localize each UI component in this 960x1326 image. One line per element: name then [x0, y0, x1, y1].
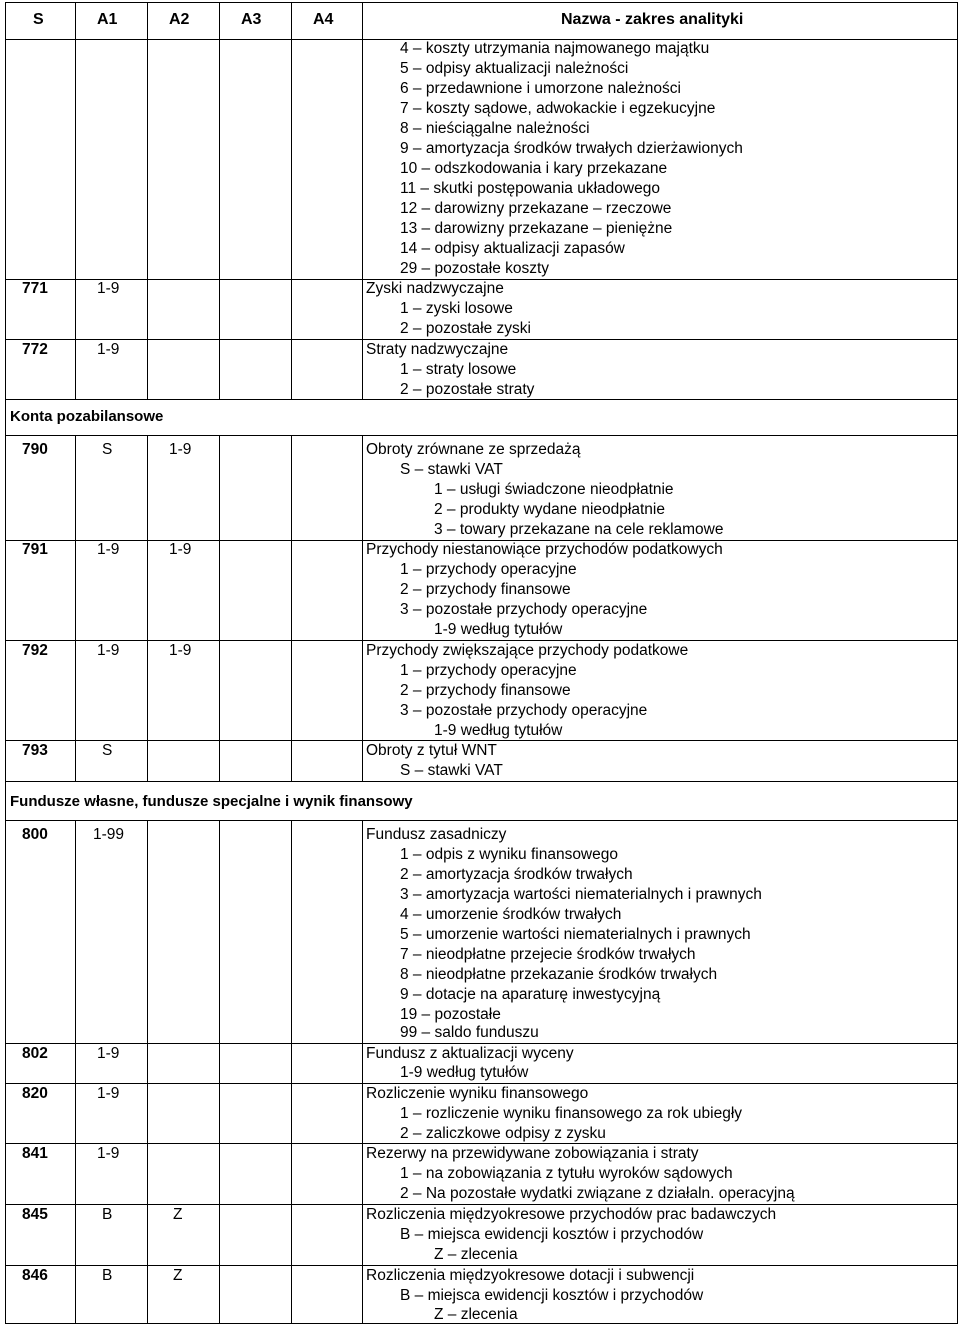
- account-name: Przychody zwiększające przychody podatkowe: [366, 642, 689, 659]
- list-item: 1 – rozliczenie wyniku finansowego za rok ubiegły: [400, 1105, 743, 1122]
- list-item: 7 – koszty sądowe, adwokackie i egzekucyjne: [400, 100, 716, 117]
- list-item: 10 – odszkodowania i kary przekazane: [400, 160, 668, 177]
- account-number: 792: [22, 642, 48, 659]
- account-name: Fundusz zasadniczy: [366, 826, 507, 843]
- analytic-a2: 1-9: [169, 441, 192, 458]
- list-item: 13 – darowizny przekazane – pieniężne: [400, 220, 673, 237]
- list-item: 4 – koszty utrzymania najmowanego majątku: [400, 40, 710, 57]
- list-item: S – stawki VAT: [400, 762, 503, 779]
- list-item: 2 – zaliczkowe odpisy z zysku: [400, 1125, 606, 1142]
- list-item: 99 – saldo funduszu: [400, 1024, 539, 1041]
- section-title: Konta pozabilansowe: [10, 408, 164, 425]
- account-number: 790: [22, 441, 48, 458]
- analytic-a2: Z: [173, 1206, 183, 1223]
- list-item: B – miejsca ewidencji kosztów i przychodów: [400, 1226, 704, 1243]
- section-title: Fundusze własne, fundusze specjalne i wynik finansowy: [10, 793, 413, 810]
- account-number: 845: [22, 1206, 48, 1223]
- list-item: 4 – umorzenie środków trwałych: [400, 906, 622, 923]
- column-divider: [219, 3, 220, 1323]
- header-a4: A4: [313, 11, 334, 28]
- account-name: Przychody niestanowiące przychodów podatkowych: [366, 541, 723, 558]
- list-item: 8 – nieodpłatne przekazanie środków trwałych: [400, 966, 718, 983]
- list-item: 3 – towary przekazane na cele reklamowe: [434, 521, 724, 538]
- row-divider: [6, 435, 957, 436]
- account-number: 846: [22, 1267, 48, 1284]
- list-item: 9 – dotacje na aparaturę inwestycyjną: [400, 986, 661, 1003]
- analytic-a1: 1-9: [97, 1085, 120, 1102]
- list-item: 5 – odpisy aktualizacji należności: [400, 60, 629, 77]
- account-name: Rezerwy na przewidywane zobowiązania i straty: [366, 1145, 699, 1162]
- account-number: 800: [22, 826, 48, 843]
- list-item: 2 – pozostałe zyski: [400, 320, 531, 337]
- account-number: 771: [22, 280, 48, 297]
- account-name: Rozliczenie wyniku finansowego: [366, 1085, 589, 1102]
- account-number: 793: [22, 742, 48, 759]
- analytic-a2: 1-9: [169, 642, 192, 659]
- list-item: 1 – przychody operacyjne: [400, 662, 577, 679]
- account-name: Zyski nadzwyczajne: [366, 280, 504, 297]
- list-item: Z – zlecenia: [434, 1306, 518, 1323]
- account-name: Rozliczenia międzyokresowe przychodów prac badawczych: [366, 1206, 777, 1223]
- analytic-a1: B: [102, 1206, 113, 1223]
- analytic-a1: B: [102, 1267, 113, 1284]
- list-item: 2 – produkty wydane nieodpłatnie: [434, 501, 665, 518]
- list-item: 8 – nieściągalne należności: [400, 120, 590, 137]
- list-item: 14 – odpisy aktualizacji zapasów: [400, 240, 625, 257]
- account-name: Rozliczenia międzyokresowe dotacji i subwencji: [366, 1267, 695, 1284]
- list-item: 3 – amortyzacja wartości niematerialnych i prawnych: [400, 886, 762, 903]
- column-divider: [75, 3, 76, 1323]
- list-item: 29 – pozostałe koszty: [400, 260, 550, 277]
- list-item: 1-9 według tytułów: [434, 621, 563, 638]
- list-item: 1 – usługi świadczone nieodpłatnie: [434, 481, 674, 498]
- analytic-a2: Z: [173, 1267, 183, 1284]
- list-item: B – miejsca ewidencji kosztów i przychodów: [400, 1287, 704, 1304]
- list-item: 1-9 według tytułów: [434, 722, 563, 739]
- header-s: S: [33, 11, 44, 28]
- list-item: 3 – pozostałe przychody operacyjne: [400, 702, 648, 719]
- analytic-a1: 1-9: [97, 1145, 120, 1162]
- header-a1: A1: [97, 11, 118, 28]
- column-divider: [291, 3, 292, 1323]
- list-item: 9 – amortyzacja środków trwałych dzierżawionych: [400, 140, 743, 157]
- header-a3: A3: [241, 11, 262, 28]
- header-a2: A2: [169, 11, 190, 28]
- list-item: 6 – przedawnione i umorzone należności: [400, 80, 681, 97]
- column-divider: [362, 3, 363, 1323]
- list-item: 2 – przychody finansowe: [400, 682, 571, 699]
- account-plan-table: [5, 2, 958, 1324]
- account-number: 772: [22, 341, 48, 358]
- list-item: S – stawki VAT: [400, 461, 503, 478]
- list-item: 2 – Na pozostałe wydatki związane z działaln. operacyjną: [400, 1185, 795, 1202]
- row-divider: [6, 820, 957, 821]
- list-item: 11 – skutki postępowania układowego: [400, 180, 660, 197]
- list-item: 1 – zyski losowe: [400, 300, 513, 317]
- analytic-a1: 1-9: [97, 1045, 120, 1062]
- list-item: 1 – odpis z wyniku finansowego: [400, 846, 618, 863]
- analytic-a2: 1-9: [169, 541, 192, 558]
- column-divider: [147, 3, 148, 1323]
- account-name: Obroty z tytuł WNT: [366, 742, 497, 759]
- list-item: 7 – nieodpłatne przejecie środków trwałych: [400, 946, 696, 963]
- list-item: 3 – pozostałe przychody operacyjne: [400, 601, 648, 618]
- account-name: Straty nadzwyczajne: [366, 341, 509, 358]
- list-item: 1 – przychody operacyjne: [400, 561, 577, 578]
- header-name: Nazwa - zakres analityki: [561, 11, 744, 28]
- account-name: Fundusz z aktualizacji wyceny: [366, 1045, 574, 1062]
- analytic-a1: 1-9: [97, 280, 120, 297]
- list-item: 5 – umorzenie wartości niematerialnych i prawnych: [400, 926, 751, 943]
- list-item: 1-9 według tytułów: [400, 1064, 529, 1081]
- analytic-a1: 1-9: [97, 642, 120, 659]
- account-number: 820: [22, 1085, 48, 1102]
- analytic-a1: 1-9: [97, 541, 120, 558]
- analytic-a1: 1-99: [93, 826, 125, 843]
- list-item: 12 – darowizny przekazane – rzeczowe: [400, 200, 672, 217]
- list-item: 2 – przychody finansowe: [400, 581, 571, 598]
- list-item: Z – zlecenia: [434, 1246, 518, 1263]
- list-item: 2 – amortyzacja środków trwałych: [400, 866, 633, 883]
- account-number: 841: [22, 1145, 48, 1162]
- account-name: Obroty zrównane ze sprzedażą: [366, 441, 581, 458]
- analytic-a1: 1-9: [97, 341, 120, 358]
- analytic-a1: S: [102, 742, 113, 759]
- account-number: 802: [22, 1045, 48, 1062]
- account-number: 791: [22, 541, 48, 558]
- list-item: 19 – pozostałe: [400, 1006, 501, 1023]
- list-item: 1 – straty losowe: [400, 361, 517, 378]
- list-item: 1 – na zobowiązania z tytułu wyroków sądowych: [400, 1165, 733, 1182]
- list-item: 2 – pozostałe straty: [400, 381, 535, 398]
- analytic-a1: S: [102, 441, 113, 458]
